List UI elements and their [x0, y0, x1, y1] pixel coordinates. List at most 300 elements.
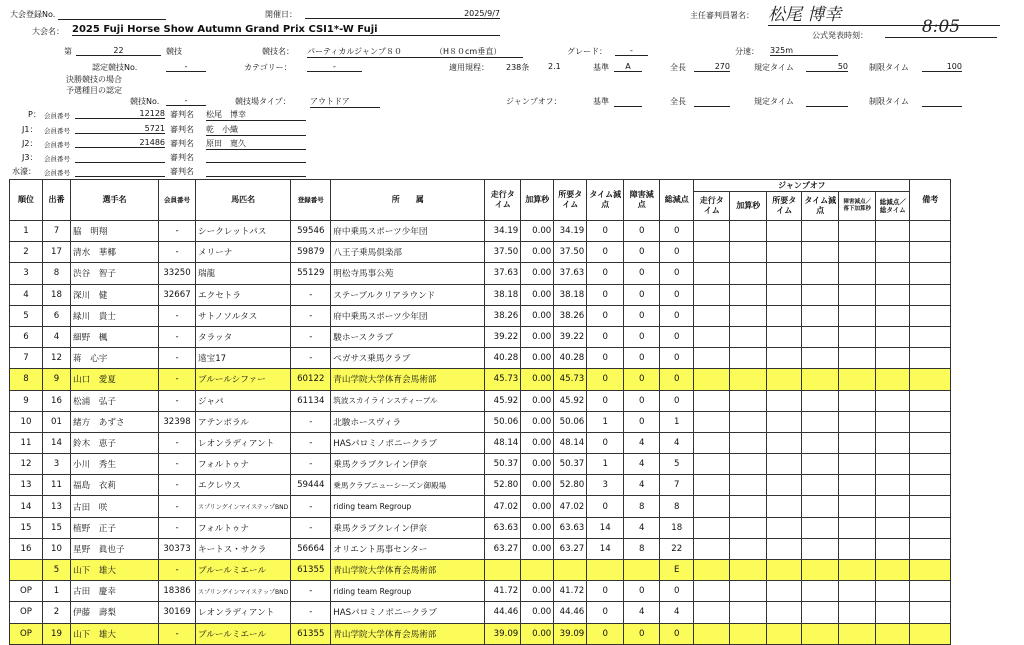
- table-row: [10, 454, 951, 475]
- grade-label: グレード：: [567, 47, 607, 56]
- jumpoff-cell: [694, 560, 730, 581]
- rule-article: 238条: [506, 63, 530, 72]
- jumpoff-cell: [839, 581, 876, 602]
- add-sec-cell: 0.00: [521, 517, 554, 538]
- jumpoff-cell: [839, 411, 876, 432]
- judge-name: 原田 寛久: [206, 138, 306, 150]
- jumpoff-cell: [839, 454, 876, 475]
- judge-name-label: 審判名: [170, 139, 194, 148]
- jumpoff-cell: [730, 305, 767, 326]
- horse-cell: エクセトラ: [196, 284, 291, 305]
- start-cell: 8: [43, 263, 71, 284]
- jumpoff-cell: [767, 602, 802, 623]
- col-remarks: 備考: [910, 180, 951, 221]
- run-time-cell: 63.27: [485, 538, 521, 559]
- member-cell: -: [159, 369, 196, 390]
- total-cell: 4: [660, 602, 694, 623]
- club-cell: 乗馬クラブクレイン伊奈: [331, 517, 485, 538]
- start-cell: 4: [43, 326, 71, 347]
- member-cell: -: [159, 454, 196, 475]
- horse-cell: スプリングインマイステップBND: [196, 496, 291, 517]
- jumpoff-cell: [767, 432, 802, 453]
- jumpoff-cell: [767, 305, 802, 326]
- limit-label: 制限タイム: [869, 63, 909, 72]
- jumpoff-cell: [802, 348, 839, 369]
- remarks-cell: [910, 390, 951, 411]
- jumpoff-cell: [694, 305, 730, 326]
- jumpoff-cell: [839, 496, 876, 517]
- horse-cell: レオンラディアント: [196, 602, 291, 623]
- rider-cell: 細野 楓: [71, 326, 159, 347]
- start-cell: 2: [43, 602, 71, 623]
- remarks-cell: [910, 517, 951, 538]
- total-cell: 7: [660, 475, 694, 496]
- jumpoff-cell: [802, 475, 839, 496]
- rank-cell: 9: [10, 390, 43, 411]
- reg-cell: 56664: [291, 538, 331, 559]
- rider-cell: 緑川 貴士: [71, 305, 159, 326]
- run-time-cell: 37.63: [485, 263, 521, 284]
- reg-cell: -: [291, 602, 331, 623]
- judge-name-label: 審判名: [170, 167, 194, 176]
- jumpoff-cell: [694, 602, 730, 623]
- reg-cell: -: [291, 305, 331, 326]
- run-time-cell: [485, 560, 521, 581]
- club-cell: HASパロミノポニークラブ: [331, 432, 485, 453]
- judge-id-label: 会員番号: [44, 169, 70, 177]
- col-run-time: 走行タイム: [485, 180, 521, 221]
- req-time-cell: [554, 560, 587, 581]
- col-obs-pen: 障害減点: [624, 180, 660, 221]
- total-cell: 0: [660, 581, 694, 602]
- jumpoff-cell: [730, 454, 767, 475]
- jumpoff-cell: [694, 369, 730, 390]
- total-cell: 0: [660, 284, 694, 305]
- time-pen-cell: 0: [587, 369, 624, 390]
- jumpoff-cell: [839, 284, 876, 305]
- judge-id-label: 会員番号: [44, 112, 70, 120]
- category-value: -: [307, 62, 362, 72]
- col-jo-obs: 障害減点／落下加算秒: [839, 192, 876, 221]
- rider-cell: 鈴木 恵子: [71, 432, 159, 453]
- run-time-cell: 45.92: [485, 390, 521, 411]
- jumpoff-cell: [802, 560, 839, 581]
- jumpoff-cell: [767, 623, 802, 644]
- taikai-label: 大会名：: [32, 27, 64, 36]
- judge-id-label: 会員番号: [44, 127, 70, 135]
- total-cell: 0: [660, 221, 694, 242]
- club-cell: 筑波スカイラインスティーブル: [331, 390, 485, 411]
- time-pen-cell: 0: [587, 623, 624, 644]
- rank-cell: 4: [10, 284, 43, 305]
- table-row: [10, 517, 951, 538]
- rank-cell: 15: [10, 517, 43, 538]
- time-pen-cell: 1: [587, 411, 624, 432]
- obs-pen-cell: 0: [624, 623, 660, 644]
- jumpoff-cell: [730, 517, 767, 538]
- run-time-cell: 47.02: [485, 496, 521, 517]
- table-row: [10, 284, 951, 305]
- total-cell: 0: [660, 369, 694, 390]
- member-cell: -: [159, 242, 196, 263]
- jumpoff-cell: [767, 284, 802, 305]
- req-time-cell: 38.18: [554, 284, 587, 305]
- jumpoff-cell: [876, 517, 910, 538]
- run-time-cell: 37.50: [485, 242, 521, 263]
- table-row: [10, 496, 951, 517]
- club-cell: ペガサス乗馬クラブ: [331, 348, 485, 369]
- event-type-label: 競技名：: [262, 47, 294, 56]
- jo-limit-label: 制限タイム: [869, 97, 909, 106]
- jumpoff-cell: [802, 411, 839, 432]
- member-cell: 33250: [159, 263, 196, 284]
- add-sec-cell: 0.00: [521, 454, 554, 475]
- obs-pen-cell: 4: [624, 602, 660, 623]
- jumpoff-cell: [876, 432, 910, 453]
- event-name: 2025 Fuji Horse Show Autumn Grand Prix CSI1*-W Fuji: [72, 24, 500, 36]
- total-cell: 18: [660, 517, 694, 538]
- club-cell: 北駿ホースヴィラ: [331, 411, 485, 432]
- time-pen-cell: 0: [587, 496, 624, 517]
- run-time-cell: 44.46: [485, 602, 521, 623]
- time-pen-cell: 0: [587, 326, 624, 347]
- jumpoff-cell: [767, 454, 802, 475]
- jumpoff-cell: [694, 475, 730, 496]
- rider-cell: 清水 華椰: [71, 242, 159, 263]
- club-cell: 青山学院大学体育会馬術部: [331, 560, 485, 581]
- member-cell: 30373: [159, 538, 196, 559]
- total-cell: 0: [660, 326, 694, 347]
- obs-pen-cell: 0: [624, 305, 660, 326]
- member-cell: -: [159, 475, 196, 496]
- jumpoff-cell: [694, 496, 730, 517]
- obs-pen-cell: 0: [624, 581, 660, 602]
- club-cell: 八王子乗馬倶楽部: [331, 242, 485, 263]
- start-cell: 15: [43, 517, 71, 538]
- jumpoff-label: ジャンプオフ：: [506, 97, 562, 106]
- total-cell: 8: [660, 496, 694, 517]
- run-time-cell: 38.18: [485, 284, 521, 305]
- jumpoff-cell: [730, 538, 767, 559]
- time-pen-cell: 0: [587, 284, 624, 305]
- jumpoff-cell: [730, 263, 767, 284]
- kaisai-label: 開催日：: [265, 10, 297, 19]
- table-row: [10, 263, 951, 284]
- obs-pen-cell: 0: [624, 390, 660, 411]
- rule-clause: 2.1: [548, 62, 561, 71]
- remarks-cell: [910, 263, 951, 284]
- horse-cell: サトノソルタス: [196, 305, 291, 326]
- req-time-cell: 44.46: [554, 602, 587, 623]
- time-pen-cell: 0: [587, 348, 624, 369]
- jumpoff-cell: [876, 326, 910, 347]
- add-sec-cell: 0.00: [521, 221, 554, 242]
- jumpoff-cell: [730, 475, 767, 496]
- jumpoff-cell: [767, 581, 802, 602]
- jumpoff-cell: [876, 242, 910, 263]
- total-cell: 5: [660, 454, 694, 475]
- run-time-cell: 41.72: [485, 581, 521, 602]
- rider-cell: 福島 衣莉: [71, 475, 159, 496]
- limit-value: 100: [922, 62, 962, 72]
- req-time-cell: 48.14: [554, 432, 587, 453]
- member-cell: -: [159, 623, 196, 644]
- jumpoff-cell: [876, 496, 910, 517]
- chief-judge-signature: 松尾 博幸: [768, 0, 1000, 26]
- club-cell: HASパロミノポニークラブ: [331, 602, 485, 623]
- rider-cell: 伊藤 壽梨: [71, 602, 159, 623]
- jumpoff-cell: [730, 284, 767, 305]
- jumpoff-cell: [802, 602, 839, 623]
- length-label: 全長: [670, 63, 686, 72]
- add-sec-cell: 0.00: [521, 602, 554, 623]
- obs-pen-cell: 8: [624, 496, 660, 517]
- total-cell: 0: [660, 305, 694, 326]
- jumpoff-cell: [730, 326, 767, 347]
- jo-standard-line: [614, 106, 642, 107]
- member-cell: 32398: [159, 411, 196, 432]
- total-cell: 0: [660, 348, 694, 369]
- col-member: 会員番号: [159, 180, 196, 221]
- horse-cell: 遠宝17: [196, 348, 291, 369]
- reg-cell: -: [291, 348, 331, 369]
- jumpoff-cell: [876, 602, 910, 623]
- start-cell: 10: [43, 538, 71, 559]
- obs-pen-cell: 4: [624, 454, 660, 475]
- obs-pen-cell: 8: [624, 538, 660, 559]
- run-time-cell: 45.73: [485, 369, 521, 390]
- remarks-cell: [910, 538, 951, 559]
- rank-cell: 13: [10, 475, 43, 496]
- jumpoff-cell: [876, 538, 910, 559]
- obs-pen-cell: 4: [624, 517, 660, 538]
- horse-cell: メリーナ: [196, 242, 291, 263]
- req-time-cell: 39.09: [554, 623, 587, 644]
- jumpoff-cell: [730, 390, 767, 411]
- event-type: パーティカルジャンプ８０: [307, 46, 435, 58]
- jumpoff-cell: [730, 221, 767, 242]
- jumpoff-cell: [694, 623, 730, 644]
- jumpoff-cell: [802, 305, 839, 326]
- jumpoff-cell: [767, 369, 802, 390]
- remarks-cell: [910, 348, 951, 369]
- jumpoff-cell: [694, 221, 730, 242]
- rank-cell: 6: [10, 326, 43, 347]
- reg-cell: 61134: [291, 390, 331, 411]
- col-time-pen: タイム減点: [587, 180, 624, 221]
- col-jo-total: 総減点／総タイム: [876, 192, 910, 221]
- nintei-value: -: [166, 62, 206, 72]
- req-time-cell: 50.06: [554, 411, 587, 432]
- jumpoff-cell: [839, 242, 876, 263]
- table-row: [10, 623, 951, 644]
- height-note: （H８０cm垂直）: [435, 46, 523, 58]
- col-jumpoff: ジャンプオフ: [694, 180, 910, 192]
- taikai-touroku-label: 大会登録No.: [10, 10, 56, 19]
- jumpoff-cell: [802, 432, 839, 453]
- table-row: [10, 538, 951, 559]
- start-cell: 7: [43, 221, 71, 242]
- obs-pen-cell: 4: [624, 432, 660, 453]
- reg-cell: 61355: [291, 560, 331, 581]
- publish-label: 公式発表時刻：: [812, 31, 868, 40]
- jumpoff-cell: [730, 369, 767, 390]
- remarks-cell: [910, 411, 951, 432]
- jumpoff-cell: [730, 432, 767, 453]
- jo-time-label: 規定タイム: [754, 97, 794, 106]
- club-cell: オリエント馬事センター: [331, 538, 485, 559]
- rider-cell: 山下 雄大: [71, 560, 159, 581]
- reg-cell: 60122: [291, 369, 331, 390]
- start-cell: 1: [43, 581, 71, 602]
- start-cell: 6: [43, 305, 71, 326]
- start-cell: 19: [43, 623, 71, 644]
- reg-cell: -: [291, 581, 331, 602]
- qualify-note-1: 決勝競技の場合: [66, 75, 122, 84]
- start-cell: 17: [43, 242, 71, 263]
- rank-cell: OP: [10, 602, 43, 623]
- start-cell: 9: [43, 369, 71, 390]
- rider-cell: 植野 正子: [71, 517, 159, 538]
- judge-role: P：: [28, 110, 41, 119]
- competition-no: 22: [76, 46, 161, 56]
- obs-pen-cell: 0: [624, 326, 660, 347]
- jo-standard-label: 基準: [593, 97, 609, 106]
- judge-name: [206, 152, 306, 163]
- add-sec-cell: 0.00: [521, 581, 554, 602]
- table-row: [10, 390, 951, 411]
- member-cell: -: [159, 221, 196, 242]
- reg-cell: 59444: [291, 475, 331, 496]
- qualify-value: -: [166, 96, 206, 106]
- req-time-cell: 37.50: [554, 242, 587, 263]
- judge-name-label: 審判名: [170, 110, 194, 119]
- start-cell: 12: [43, 348, 71, 369]
- remarks-cell: [910, 454, 951, 475]
- club-cell: 明松寺馬事公苑: [331, 263, 485, 284]
- time-label: 規定タイム: [754, 63, 794, 72]
- jumpoff-cell: [694, 517, 730, 538]
- req-time-cell: 40.28: [554, 348, 587, 369]
- total-cell: 1: [660, 411, 694, 432]
- member-cell: 30169: [159, 602, 196, 623]
- time-pen-cell: 0: [587, 581, 624, 602]
- horse-cell: ジャパ: [196, 390, 291, 411]
- jumpoff-cell: [876, 411, 910, 432]
- col-add-sec: 加算秒: [521, 180, 554, 221]
- total-cell: E: [660, 560, 694, 581]
- jumpoff-cell: [694, 242, 730, 263]
- run-time-cell: 50.06: [485, 411, 521, 432]
- rider-cell: 渋谷 智子: [71, 263, 159, 284]
- run-time-cell: 52.80: [485, 475, 521, 496]
- member-cell: 18386: [159, 581, 196, 602]
- req-time-cell: 63.27: [554, 538, 587, 559]
- start-cell: 5: [43, 560, 71, 581]
- run-time-cell: 39.09: [485, 623, 521, 644]
- jumpoff-cell: [802, 623, 839, 644]
- remarks-cell: [910, 242, 951, 263]
- rank-cell: 5: [10, 305, 43, 326]
- judge-id: [75, 152, 165, 163]
- start-cell: 14: [43, 432, 71, 453]
- jumpoff-cell: [694, 411, 730, 432]
- jumpoff-cell: [839, 602, 876, 623]
- rank-cell: OP: [10, 581, 43, 602]
- judge-id: 5721: [75, 124, 165, 134]
- jumpoff-cell: [839, 390, 876, 411]
- remarks-cell: [910, 305, 951, 326]
- results-body: [10, 221, 951, 645]
- jumpoff-cell: [839, 517, 876, 538]
- reg-cell: -: [291, 496, 331, 517]
- member-cell: -: [159, 432, 196, 453]
- time-pen-cell: 0: [587, 263, 624, 284]
- add-sec-cell: 0.00: [521, 411, 554, 432]
- time-pen-cell: 3: [587, 475, 624, 496]
- total-cell: 0: [660, 242, 694, 263]
- col-horse: 馬匹名: [196, 180, 291, 221]
- table-row: [10, 560, 951, 581]
- add-sec-cell: 0.00: [521, 623, 554, 644]
- run-time-cell: 40.28: [485, 348, 521, 369]
- rank-cell: 1: [10, 221, 43, 242]
- judge-role: 水濠：: [12, 167, 36, 176]
- jo-limit-line: [922, 106, 962, 107]
- jumpoff-cell: [876, 623, 910, 644]
- col-reg: 登録番号: [291, 180, 331, 221]
- remarks-cell: [910, 581, 951, 602]
- judge-name: 松尾 博幸: [206, 109, 306, 121]
- speed-label: 分速：: [735, 47, 759, 56]
- col-jo-req: 所要タイム: [767, 192, 802, 221]
- rider-cell: 山口 愛夏: [71, 369, 159, 390]
- jumpoff-cell: [839, 221, 876, 242]
- club-cell: riding team Regroup: [331, 581, 485, 602]
- jumpoff-cell: [876, 221, 910, 242]
- jumpoff-cell: [839, 432, 876, 453]
- remarks-cell: [910, 369, 951, 390]
- start-cell: 11: [43, 475, 71, 496]
- jo-time-line: [806, 106, 848, 107]
- obs-pen-cell: 0: [624, 263, 660, 284]
- col-jo-run: 走行タイム: [694, 192, 730, 221]
- add-sec-cell: 0.00: [521, 284, 554, 305]
- table-row: [10, 581, 951, 602]
- rider-cell: 古田 慶幸: [71, 581, 159, 602]
- qualify-note-2: 予選種目の認定: [66, 86, 122, 95]
- jumpoff-cell: [767, 326, 802, 347]
- req-time-cell: 45.92: [554, 390, 587, 411]
- jumpoff-cell: [730, 242, 767, 263]
- publish-time: 8:05: [885, 17, 997, 38]
- rank-cell: 8: [10, 369, 43, 390]
- horse-cell: フォルトゥナ: [196, 454, 291, 475]
- horse-cell: アテンポラル: [196, 411, 291, 432]
- jumpoff-cell: [802, 538, 839, 559]
- remarks-cell: [910, 496, 951, 517]
- run-time-cell: 39.22: [485, 326, 521, 347]
- member-cell: -: [159, 496, 196, 517]
- req-time-cell: 38.26: [554, 305, 587, 326]
- time-pen-cell: 14: [587, 517, 624, 538]
- time-pen-cell: 0: [587, 221, 624, 242]
- jumpoff-cell: [876, 390, 910, 411]
- reg-cell: -: [291, 411, 331, 432]
- remarks-cell: [910, 623, 951, 644]
- run-time-cell: 50.37: [485, 454, 521, 475]
- member-cell: 32667: [159, 284, 196, 305]
